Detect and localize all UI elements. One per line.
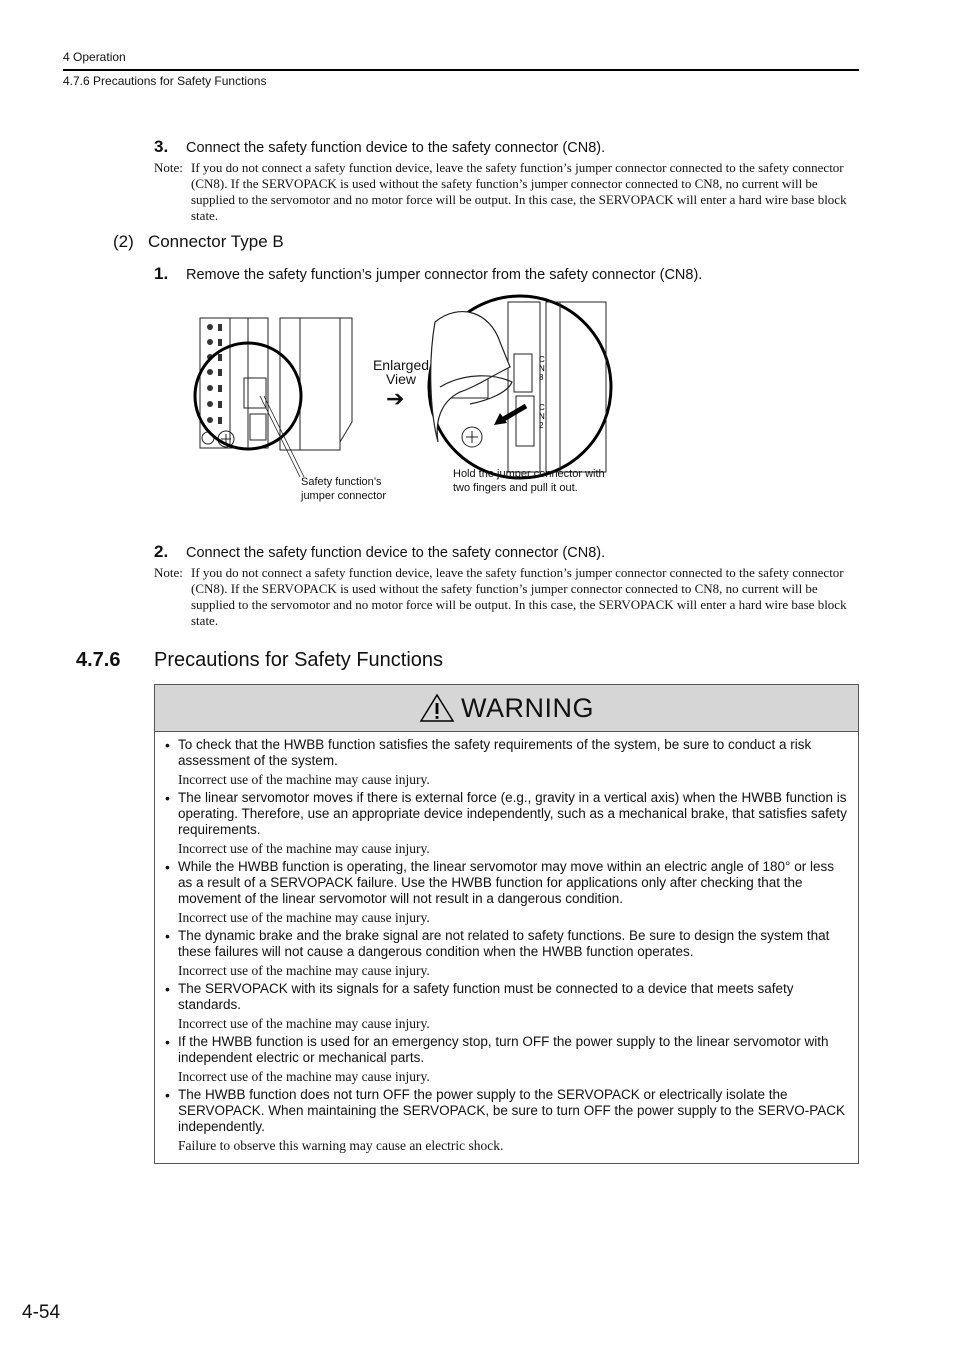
- warning-box: [154, 684, 859, 1164]
- step-text: Remove the safety function’s jumper connector from the safety connector (CN8).: [186, 267, 703, 283]
- warning-text: While the HWBB function is operating, the linear servomotor may move within an electric angle of 180° or less as a result of a SERVOPACK failure. Use the HWBB function for applications only after checking that the movement of the linear servomotor will not result in a dangerous condition.: [178, 859, 834, 906]
- warning-item: [155, 981, 858, 1032]
- bullet: •: [165, 859, 170, 875]
- warning-item: [155, 1087, 858, 1154]
- connector-figure: [190, 292, 630, 507]
- page-number: 4-54: [22, 1302, 61, 1323]
- warning-text: If the HWBB function is used for an emergency stop, turn OFF the power supply to the linear servomotor with independent electric or mechanical parts.: [178, 1034, 829, 1065]
- warning-item: [155, 790, 858, 857]
- warning-title: WARNING: [461, 692, 594, 723]
- subsection-title: (2) Connector Type B: [113, 232, 284, 251]
- step-number: 1.: [154, 264, 169, 283]
- note-text: If you do not connect a safety function device, leave the safety function’s jumper connector connected to the safety connector (CN8). If the SERVOPACK is used without the safety function’s jumper connector connected to CN8, no current will be supplied to the servomotor and no motor force will be output. In this case, the SERVOPACK will enter a hard wire base block state.: [191, 565, 847, 628]
- note-label: Note:: [154, 160, 183, 175]
- bullet: •: [165, 790, 170, 806]
- warning-consequence: Failure to observe this warning may cause an electric shock.: [178, 1138, 504, 1153]
- step-text: Connect the safety function device to the safety connector (CN8).: [186, 140, 606, 156]
- bullet: •: [165, 981, 170, 997]
- warning-consequence: Incorrect use of the machine may cause injury.: [178, 1069, 430, 1084]
- step-1: [154, 264, 702, 284]
- warning-item: [155, 859, 858, 926]
- warning-text: To check that the HWBB function satisfies the safety requirements of the system, be sure to conduct a risk assessment of the system.: [178, 737, 812, 768]
- step-number: 2.: [154, 542, 169, 561]
- note-text: If you do not connect a safety function device, leave the safety function’s jumper connector connected to the safety connector (CN8). If the SERVOPACK is used without the safety function’s jumper connector connected to CN8, no current will be supplied to the servomotor and no motor force will be output. In this case, the SERVOPACK will enter a hard wire base block state.: [191, 160, 847, 223]
- warning-text: The HWBB function does not turn OFF the power supply to the SERVOPACK or electrically isolate the SERVOPACK. When maintaining the SERVOPACK, be sure to turn OFF the power supply to the SERVO-PACK independently.: [178, 1087, 846, 1134]
- enlarged-label-line2: View: [385, 371, 417, 387]
- step-number: 3.: [154, 137, 169, 156]
- enlarged-label-line1: Enlarged: [372, 357, 430, 373]
- section-title: Precautions for Safety Functions: [154, 649, 444, 671]
- step-3: [154, 137, 605, 157]
- caption-left-line2: jumper connector: [301, 490, 386, 502]
- bullet: •: [165, 1087, 170, 1103]
- bullet: •: [165, 928, 170, 944]
- warning-text: The SERVOPACK with its signals for a safety function must be connected to a device that meets safety standards.: [178, 981, 794, 1012]
- step-2: [154, 542, 605, 562]
- header-rule: [63, 69, 859, 71]
- caption-jumper-connector: [301, 475, 386, 503]
- warning-consequence: Incorrect use of the machine may cause injury.: [178, 1016, 430, 1031]
- cn8-label: C N 8: [539, 355, 545, 382]
- caption-right-line1: Hold the jumper connector with: [453, 468, 605, 480]
- note-label: Note:: [154, 565, 183, 580]
- warning-consequence: Incorrect use of the machine may cause injury.: [178, 963, 430, 978]
- section-heading: [76, 649, 443, 672]
- section-number: 4.7.6: [76, 649, 121, 671]
- caption-right-line2: two fingers and pull it out.: [453, 482, 578, 494]
- warning-consequence: Incorrect use of the machine may cause injury.: [178, 772, 430, 787]
- bullet: •: [165, 737, 170, 753]
- header-section: 4.7.6 Precautions for Safety Functions: [63, 74, 267, 88]
- warning-triangle-icon: [419, 693, 455, 723]
- cn2-label: C N 2: [539, 403, 545, 430]
- warning-header: [155, 685, 858, 732]
- warning-consequence: Incorrect use of the machine may cause injury.: [178, 910, 430, 925]
- step-text: Connect the safety function device to the safety connector (CN8).: [186, 545, 606, 561]
- warning-item: [155, 928, 858, 979]
- warning-text: The linear servomotor moves if there is external force (e.g., gravity in a vertical axis) when the HWBB function is operating. Therefore, use an appropriate device independently, such as a mechanical brake, that satisfies safety requirements.: [178, 790, 847, 837]
- warning-consequence: Incorrect use of the machine may cause injury.: [178, 841, 430, 856]
- enlarged-view-label: [370, 358, 432, 386]
- caption-pull-instruction: [453, 467, 605, 495]
- warning-item: [155, 737, 858, 788]
- note-2: [154, 565, 860, 629]
- bullet: •: [165, 1034, 170, 1050]
- warning-text: The dynamic brake and the brake signal are not related to safety functions. Be sure to design the system that these failures will not cause a dangerous condition when the HWBB function operates.: [178, 928, 830, 959]
- note-1: [154, 160, 860, 224]
- caption-left-line1: Safety function’s: [301, 476, 382, 488]
- header-chapter: 4 Operation: [63, 50, 126, 64]
- warning-item: [155, 1034, 858, 1085]
- arrow-right-icon: ➔: [386, 386, 405, 411]
- warning-list: [155, 737, 858, 1156]
